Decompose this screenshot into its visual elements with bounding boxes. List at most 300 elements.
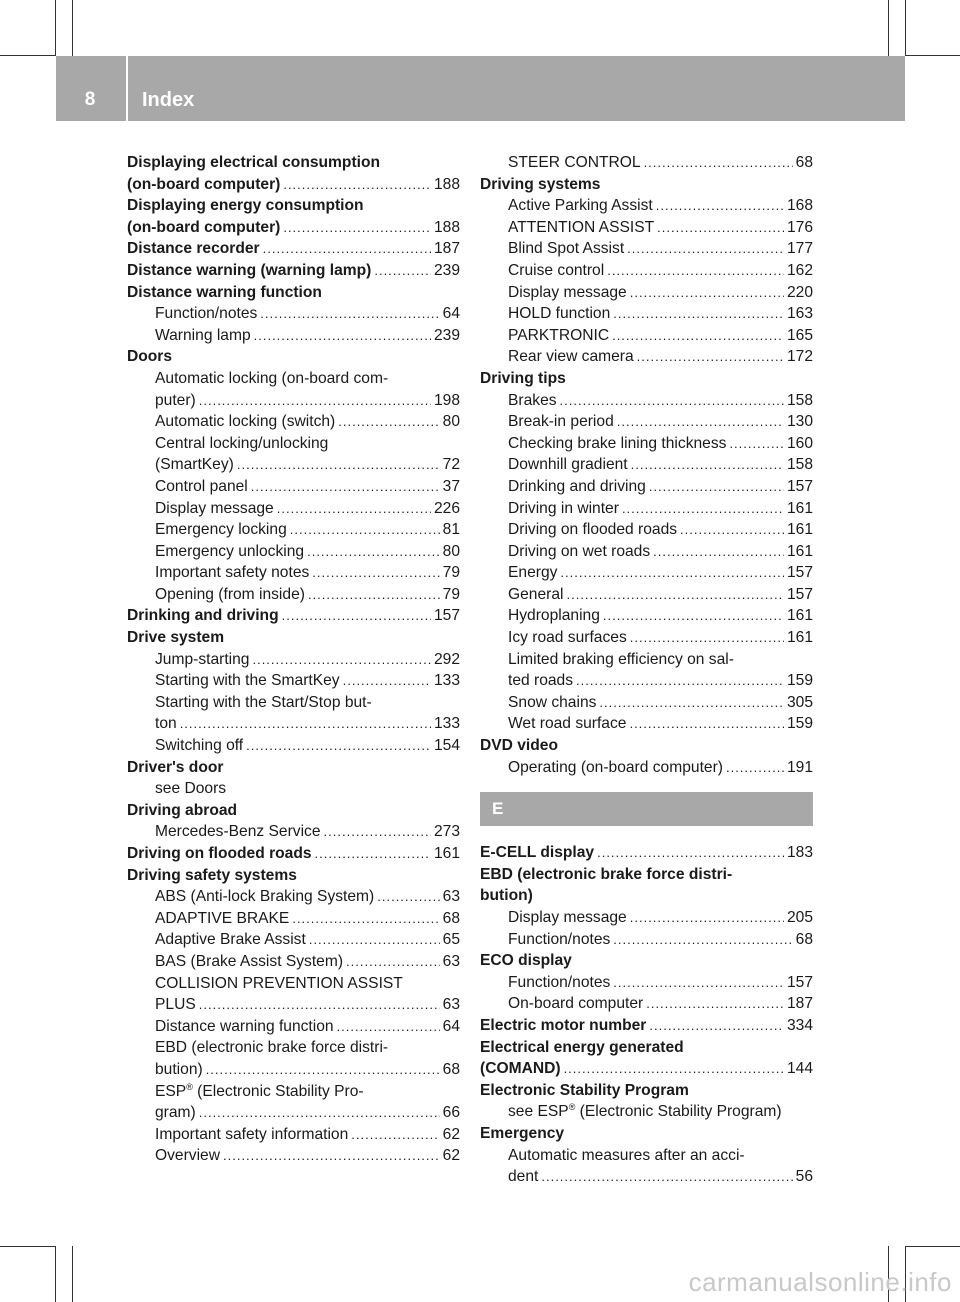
entry-text: HOLD function bbox=[508, 305, 611, 323]
leader-dots bbox=[630, 627, 784, 649]
entry-text: Distance warning function bbox=[155, 1017, 334, 1035]
leader-dots bbox=[351, 1124, 439, 1146]
page-reference: 161 bbox=[433, 845, 460, 862]
entry-text: EBD (electronic brake force distri- bbox=[480, 865, 733, 883]
entry-text: DVD video bbox=[480, 737, 558, 755]
page-reference: 56 bbox=[795, 1168, 813, 1186]
index-heading bbox=[480, 1080, 813, 1102]
entry-text: Overview bbox=[155, 1147, 220, 1165]
index-entry bbox=[127, 562, 460, 584]
index-heading bbox=[127, 627, 460, 649]
page-reference: 161 bbox=[786, 499, 813, 517]
index-group-d bbox=[480, 152, 813, 778]
leader-dots bbox=[292, 908, 439, 930]
page-reference: 183 bbox=[786, 844, 813, 862]
entry-text: Central locking/unlocking bbox=[155, 434, 329, 452]
page-reference: 220 bbox=[786, 283, 813, 301]
index-heading bbox=[480, 735, 813, 757]
page-reference: 62 bbox=[442, 1125, 460, 1143]
entry-text: ton bbox=[155, 715, 177, 733]
page-reference: 68 bbox=[795, 930, 813, 948]
index-heading bbox=[480, 1058, 813, 1080]
index-entry bbox=[127, 498, 460, 520]
index-entry bbox=[127, 303, 460, 325]
page-reference: 163 bbox=[786, 305, 813, 323]
index-entry bbox=[480, 692, 813, 714]
crop-mark bbox=[55, 0, 56, 56]
index-heading bbox=[480, 864, 813, 886]
index-entry bbox=[480, 238, 813, 260]
entry-text: dent bbox=[508, 1168, 539, 1186]
page-reference: 292 bbox=[433, 650, 460, 668]
entry-text: Electric motor number bbox=[480, 1016, 647, 1034]
page-reference: 63 bbox=[442, 996, 460, 1014]
index-entry bbox=[480, 757, 813, 779]
entry-text: (SmartKey) bbox=[155, 456, 234, 474]
leader-dots bbox=[729, 433, 784, 455]
page-reference: 133 bbox=[433, 672, 460, 690]
leader-dots bbox=[309, 929, 440, 951]
page-reference: 80 bbox=[442, 413, 460, 431]
index-heading bbox=[127, 195, 460, 217]
entry-text: Driving tips bbox=[480, 369, 566, 387]
leader-dots bbox=[560, 562, 784, 584]
page-reference: 37 bbox=[442, 477, 460, 495]
page-reference: 161 bbox=[786, 542, 813, 560]
leader-dots bbox=[338, 411, 439, 433]
entry-text: Automatic locking (on-board com- bbox=[155, 369, 389, 387]
leader-dots bbox=[260, 303, 439, 325]
entry-text: Operating (on-board computer) bbox=[508, 758, 723, 776]
page-reference: 226 bbox=[433, 499, 460, 517]
index-entry bbox=[480, 713, 813, 735]
entry-text: Rear view camera bbox=[508, 348, 634, 366]
index-entry bbox=[127, 929, 460, 951]
page-number: 8 bbox=[84, 89, 96, 110]
entry-text: Important safety information bbox=[155, 1125, 349, 1143]
page-reference: 158 bbox=[786, 456, 813, 474]
entry-text: Snow chains bbox=[508, 693, 597, 711]
entry-text: Distance warning function bbox=[127, 283, 322, 301]
leader-dots bbox=[612, 325, 784, 347]
leader-dots bbox=[180, 713, 431, 735]
index-entry bbox=[127, 951, 460, 973]
section-letter-band: E bbox=[480, 792, 813, 826]
index-heading bbox=[480, 842, 813, 864]
page-reference: 80 bbox=[442, 542, 460, 560]
page-reference: 158 bbox=[786, 391, 813, 409]
leader-dots bbox=[646, 993, 784, 1015]
leader-dots bbox=[374, 260, 431, 282]
index-entry bbox=[127, 541, 460, 563]
leader-dots bbox=[246, 735, 431, 757]
leader-dots bbox=[597, 842, 784, 864]
entry-text: Brakes bbox=[508, 391, 557, 409]
entry-text: Function/notes bbox=[508, 930, 611, 948]
leader-dots bbox=[282, 605, 431, 627]
leader-dots bbox=[613, 929, 792, 951]
index-entry bbox=[480, 1101, 813, 1123]
entry-text: (on-board computer) bbox=[127, 218, 281, 236]
index-entry bbox=[127, 692, 460, 714]
entry-text: Drive system bbox=[127, 629, 225, 647]
index-entry bbox=[480, 649, 813, 671]
page-reference: 157 bbox=[786, 477, 813, 495]
entry-text: Function/notes bbox=[508, 973, 611, 991]
leader-dots bbox=[541, 1166, 792, 1188]
index-entry bbox=[127, 325, 460, 347]
entry-text: Mercedes-Benz Service bbox=[155, 823, 321, 841]
leader-dots bbox=[308, 584, 440, 606]
page-reference: 63 bbox=[442, 888, 460, 906]
entry-text: PLUS bbox=[155, 996, 196, 1014]
leader-dots bbox=[254, 325, 431, 347]
index-group-e bbox=[480, 842, 813, 1188]
page-reference: 64 bbox=[442, 305, 460, 323]
index-entry bbox=[480, 993, 813, 1015]
leader-dots bbox=[315, 843, 431, 865]
entry-text: Display message bbox=[508, 909, 627, 926]
page-reference: 157 bbox=[786, 973, 813, 991]
page-reference: 66 bbox=[442, 1104, 460, 1122]
index-heading bbox=[480, 885, 813, 907]
index-entry bbox=[480, 346, 813, 368]
leader-dots bbox=[346, 951, 440, 973]
index-entry bbox=[480, 627, 813, 649]
leader-dots bbox=[564, 1058, 784, 1080]
entry-text: Electronic Stability Program bbox=[480, 1081, 689, 1099]
page-reference: 157 bbox=[433, 607, 460, 625]
page-reference: 273 bbox=[433, 823, 460, 841]
entry-text: Driving on flooded roads bbox=[508, 521, 678, 539]
entry-text: Important safety notes bbox=[155, 564, 310, 582]
page-reference: 157 bbox=[786, 564, 813, 582]
index-entry bbox=[480, 411, 813, 433]
page-reference: 162 bbox=[786, 261, 813, 279]
entry-text: Emergency unlocking bbox=[155, 542, 305, 560]
index-entry bbox=[127, 1059, 460, 1081]
entry-text: (COMAND) bbox=[480, 1060, 561, 1078]
entry-text: Emergency locking bbox=[155, 521, 287, 539]
entry-text: Displaying electrical consumption bbox=[127, 154, 381, 171]
index-entry bbox=[480, 217, 813, 239]
index-entry bbox=[127, 476, 460, 498]
entry-text: Wet road surface bbox=[508, 715, 627, 733]
leader-dots bbox=[649, 476, 784, 498]
entry-text: COLLISION PREVENTION ASSIST bbox=[155, 974, 403, 992]
page-reference: 72 bbox=[442, 456, 460, 474]
index-heading bbox=[127, 346, 460, 368]
index-heading bbox=[127, 757, 460, 779]
leader-dots bbox=[560, 390, 784, 412]
entry-text: Switching off bbox=[155, 737, 244, 755]
entry-text: Driving systems bbox=[480, 175, 601, 193]
index-entry bbox=[127, 821, 460, 843]
index-heading bbox=[127, 152, 460, 174]
page-reference: 177 bbox=[786, 240, 813, 258]
index-entry bbox=[127, 670, 460, 692]
page-reference: 63 bbox=[442, 952, 460, 970]
index-entry bbox=[127, 454, 460, 476]
index-entry bbox=[127, 994, 460, 1016]
index-entry bbox=[480, 195, 813, 217]
crop-mark bbox=[72, 0, 73, 56]
page-reference: 161 bbox=[786, 521, 813, 539]
page-reference: 64 bbox=[442, 1017, 460, 1035]
crop-mark bbox=[888, 0, 889, 56]
entry-text: ted roads bbox=[508, 672, 574, 690]
index-entry bbox=[127, 778, 460, 800]
index-entry bbox=[480, 303, 813, 325]
page-reference: 79 bbox=[442, 564, 460, 582]
page-reference: 130 bbox=[786, 413, 813, 431]
leader-dots bbox=[629, 713, 784, 735]
leader-dots bbox=[653, 541, 784, 563]
leader-dots bbox=[649, 1015, 784, 1037]
entry-text: Doors bbox=[127, 348, 173, 366]
index-entry bbox=[127, 1102, 460, 1124]
entry-text: ATTENTION ASSIST bbox=[508, 218, 655, 236]
index-entry bbox=[480, 1166, 813, 1188]
entry-text: Starting with the Start/Stop but- bbox=[155, 693, 372, 711]
entry-text: Driving abroad bbox=[127, 801, 238, 819]
index-heading bbox=[127, 238, 460, 260]
page-reference: 62 bbox=[442, 1147, 460, 1165]
leader-dots bbox=[566, 584, 783, 606]
index-entry bbox=[127, 368, 460, 390]
page-reference: 187 bbox=[786, 995, 813, 1013]
index-entry bbox=[127, 433, 460, 455]
index-column-left bbox=[127, 152, 460, 1167]
leader-dots bbox=[657, 217, 784, 239]
page-reference: 79 bbox=[442, 585, 460, 603]
index-entry bbox=[127, 735, 460, 757]
leader-dots bbox=[337, 1016, 440, 1038]
index-entry bbox=[480, 670, 813, 692]
leader-dots bbox=[622, 498, 784, 520]
crop-mark bbox=[905, 55, 960, 56]
index-entry bbox=[480, 907, 813, 929]
leader-dots bbox=[263, 238, 431, 260]
index-entry bbox=[480, 1145, 813, 1167]
entry-text: bution) bbox=[155, 1060, 203, 1078]
index-entry bbox=[127, 411, 460, 433]
entry-text: BAS (Brake Assist System) bbox=[155, 952, 344, 970]
leader-dots bbox=[613, 303, 784, 325]
page-reference: 161 bbox=[786, 607, 813, 625]
page-reference: 157 bbox=[786, 585, 813, 603]
crop-mark bbox=[55, 1246, 56, 1302]
entry-text: ADAPTIVE BRAKE bbox=[155, 909, 290, 927]
index-entry bbox=[480, 390, 813, 412]
index-entry bbox=[127, 1145, 460, 1167]
crop-mark bbox=[905, 0, 906, 56]
index-heading bbox=[127, 605, 460, 627]
page-reference: 68 bbox=[442, 909, 460, 927]
entry-text: Display message bbox=[155, 499, 274, 517]
page-reference: 161 bbox=[786, 629, 813, 647]
page-reference: 160 bbox=[786, 434, 813, 452]
index-entry bbox=[127, 519, 460, 541]
crop-mark bbox=[0, 1246, 56, 1247]
leader-dots bbox=[283, 174, 431, 196]
entry-text: Cruise control bbox=[508, 261, 605, 279]
page-reference: 188 bbox=[433, 218, 460, 236]
leader-dots bbox=[617, 411, 784, 433]
entry-text: puter) bbox=[155, 391, 196, 409]
leader-dots bbox=[680, 519, 784, 541]
entry-text: Hydroplaning bbox=[508, 607, 600, 625]
entry-text: Display message bbox=[508, 283, 627, 301]
page-reference: 188 bbox=[433, 175, 460, 193]
leader-dots bbox=[726, 757, 784, 779]
header-divider bbox=[126, 56, 128, 121]
entry-text: On-board computer bbox=[508, 995, 644, 1013]
entry-text: E-CELL display bbox=[480, 844, 595, 862]
leader-dots bbox=[603, 605, 784, 627]
index-entry bbox=[480, 498, 813, 520]
entry-text: Warning lamp bbox=[155, 326, 251, 344]
leader-dots bbox=[237, 454, 440, 476]
entry-text: PARKTRONIC bbox=[508, 326, 610, 344]
page-reference: 305 bbox=[786, 693, 813, 711]
index-entry bbox=[480, 433, 813, 455]
entry-text: Driving on flooded roads bbox=[127, 845, 312, 862]
leader-dots bbox=[343, 670, 431, 692]
entry-text: Automatic locking (switch) bbox=[155, 413, 336, 431]
index-heading bbox=[127, 260, 460, 282]
entry-text: EBD (electronic brake force distri- bbox=[155, 1039, 389, 1057]
page-reference: 81 bbox=[442, 521, 460, 539]
page-reference: 68 bbox=[795, 154, 813, 171]
index-heading bbox=[127, 282, 460, 304]
leader-dots bbox=[599, 692, 784, 714]
leader-dots bbox=[252, 649, 431, 671]
entry-text: ABS (Anti-lock Braking System) bbox=[155, 888, 375, 906]
index-heading bbox=[480, 1015, 813, 1037]
index-heading bbox=[127, 174, 460, 196]
entry-text: Driving safety systems bbox=[127, 866, 297, 884]
index-entry bbox=[127, 886, 460, 908]
page-reference: 159 bbox=[786, 715, 813, 733]
index-entry bbox=[480, 519, 813, 541]
index-entry bbox=[480, 325, 813, 347]
page-reference: 165 bbox=[786, 326, 813, 344]
index-heading bbox=[127, 843, 460, 865]
page-reference: 172 bbox=[786, 348, 813, 366]
index-entry bbox=[480, 152, 813, 174]
entry-text: Emergency bbox=[480, 1124, 565, 1142]
page-reference: 239 bbox=[433, 261, 460, 279]
index-heading bbox=[127, 800, 460, 822]
leader-dots bbox=[576, 670, 784, 692]
index-entry bbox=[480, 541, 813, 563]
entry-text: Driving on wet roads bbox=[508, 542, 651, 560]
page-reference: 65 bbox=[442, 931, 460, 949]
index-entry bbox=[127, 973, 460, 995]
entry-text: STEER CONTROL bbox=[508, 154, 641, 171]
index-entry bbox=[480, 605, 813, 627]
leader-dots bbox=[251, 476, 440, 498]
entry-text: see ESP® (Electronic Stability Program) bbox=[508, 1102, 782, 1121]
leader-dots bbox=[630, 282, 784, 304]
entry-text: Distance warning (warning lamp) bbox=[127, 261, 372, 279]
entry-text: bution) bbox=[480, 887, 533, 905]
leader-dots bbox=[377, 886, 439, 908]
page-reference: 187 bbox=[433, 240, 460, 258]
entry-text: ECO display bbox=[480, 952, 572, 970]
index-column-right bbox=[480, 152, 813, 1188]
index-heading bbox=[480, 368, 813, 390]
entry-text: Drinking and driving bbox=[508, 477, 646, 495]
entry-text: Automatic measures after an acci- bbox=[508, 1146, 745, 1164]
page-reference: 205 bbox=[786, 909, 813, 926]
entry-text: Limited braking efficiency on sal- bbox=[508, 650, 734, 668]
index-entry bbox=[480, 282, 813, 304]
entry-text: Electrical energy generated bbox=[480, 1038, 684, 1056]
index-entry bbox=[127, 390, 460, 412]
entry-text: Energy bbox=[508, 564, 558, 582]
index-entry bbox=[127, 713, 460, 735]
leader-dots bbox=[656, 195, 784, 217]
page-reference: 176 bbox=[786, 218, 813, 236]
leader-dots bbox=[223, 1145, 440, 1167]
entry-text: (on-board computer) bbox=[127, 175, 281, 193]
page-reference: 334 bbox=[786, 1016, 813, 1034]
entry-text: Icy road surfaces bbox=[508, 629, 627, 647]
index-entry bbox=[480, 929, 813, 951]
entry-text: Driver's door bbox=[127, 758, 224, 776]
index-heading bbox=[480, 1123, 813, 1145]
crop-mark bbox=[72, 1246, 73, 1302]
watermark: carmanualsonline.info bbox=[688, 1267, 952, 1297]
index-entry bbox=[127, 1081, 460, 1103]
leader-dots bbox=[627, 238, 784, 260]
page-reference: 168 bbox=[786, 197, 813, 215]
entry-text: Driving in winter bbox=[508, 499, 619, 517]
leader-dots bbox=[206, 1059, 440, 1081]
page-reference: 154 bbox=[433, 737, 460, 755]
page-reference: 144 bbox=[786, 1060, 813, 1078]
entry-text: Checking brake lining thickness bbox=[508, 434, 727, 452]
entry-text: Break-in period bbox=[508, 413, 614, 431]
index-entry bbox=[480, 260, 813, 282]
index-entry bbox=[127, 908, 460, 930]
page-reference: 68 bbox=[442, 1060, 460, 1078]
entry-text: General bbox=[508, 585, 564, 603]
page-reference: 198 bbox=[433, 391, 460, 409]
entry-text: gram) bbox=[155, 1104, 196, 1122]
index-entry bbox=[127, 1016, 460, 1038]
leader-dots bbox=[324, 821, 431, 843]
index-heading bbox=[480, 174, 813, 196]
entry-text: Active Parking Assist bbox=[508, 197, 653, 215]
entry-text: Downhill gradient bbox=[508, 456, 628, 474]
leader-dots bbox=[630, 907, 784, 929]
page-title: Index bbox=[142, 89, 195, 111]
index-entry bbox=[480, 476, 813, 498]
index-entry bbox=[480, 562, 813, 584]
index-entry bbox=[127, 1037, 460, 1059]
index-entry bbox=[127, 584, 460, 606]
entry-text: Jump-starting bbox=[155, 650, 250, 668]
crop-mark bbox=[905, 1246, 960, 1247]
entry-text: Function/notes bbox=[155, 305, 258, 323]
leader-dots bbox=[199, 994, 440, 1016]
entry-text: Opening (from inside) bbox=[155, 585, 305, 603]
leader-dots bbox=[290, 519, 440, 541]
entry-text: Blind Spot Assist bbox=[508, 240, 625, 258]
